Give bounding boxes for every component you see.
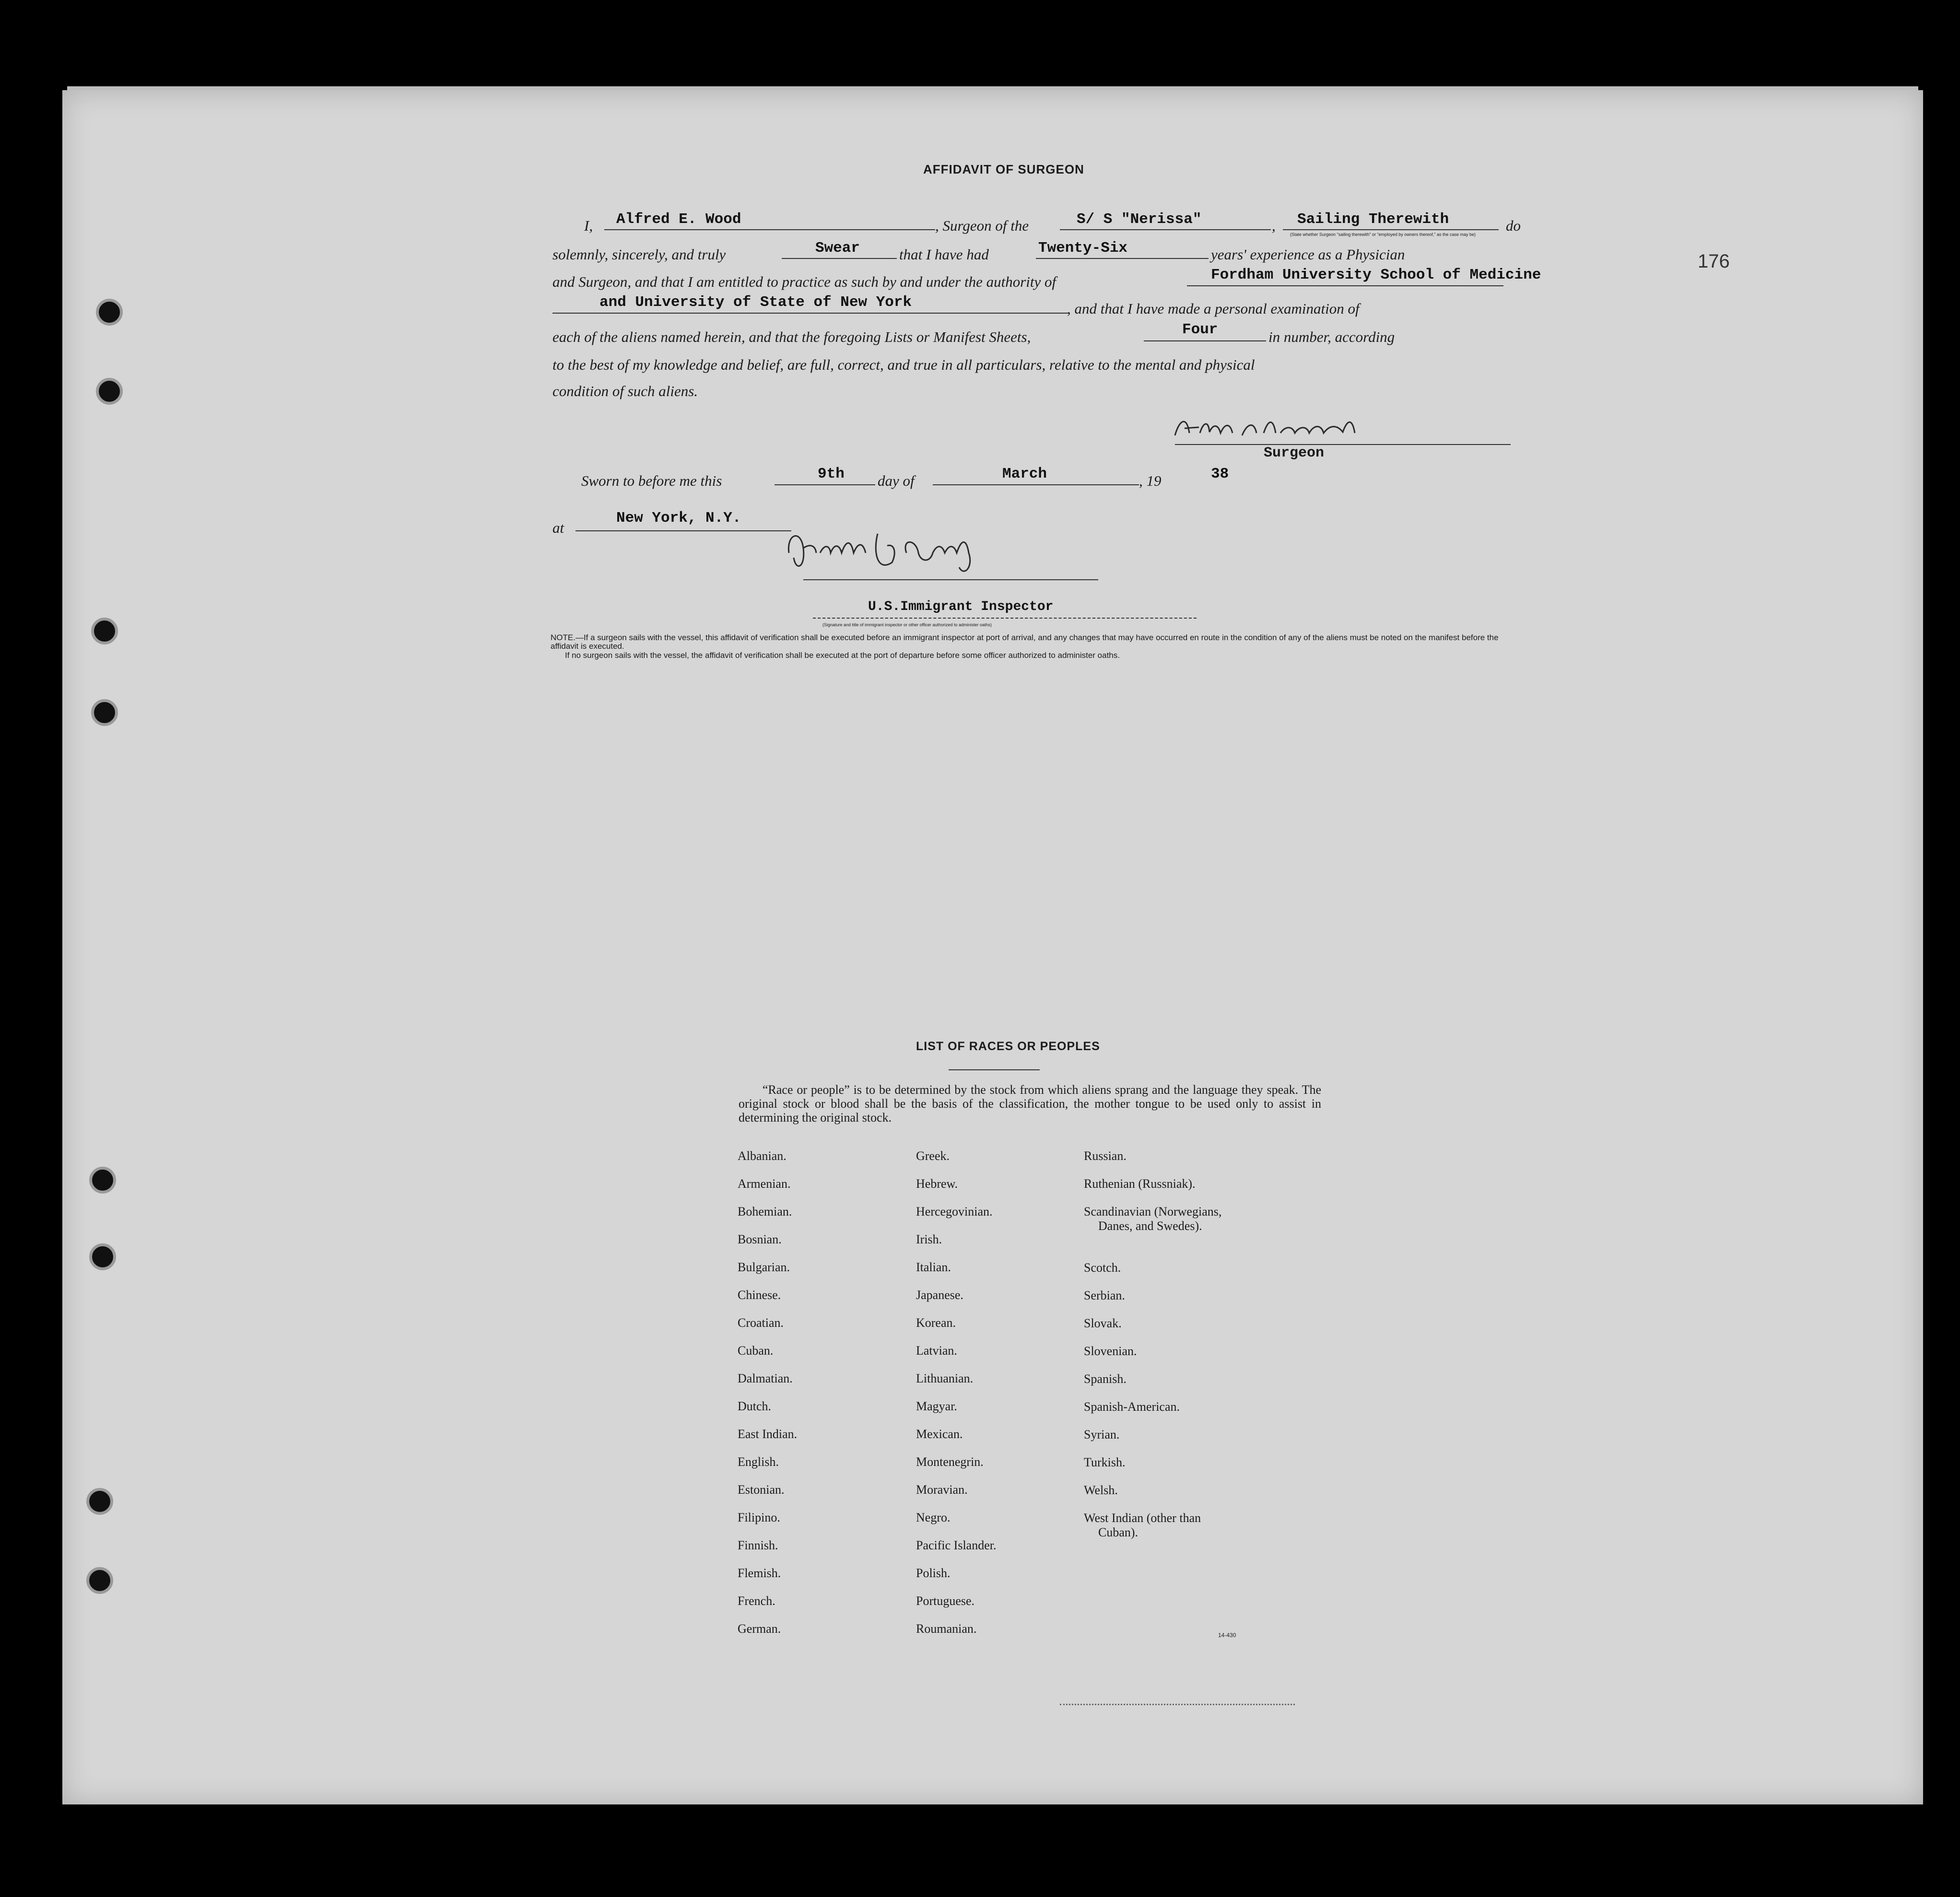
race-item: Slovak.: [1084, 1316, 1122, 1330]
race-item: Irish.: [916, 1232, 942, 1246]
race-item: Filipino.: [738, 1511, 780, 1524]
surgeon-signature: [1170, 414, 1386, 443]
race-item: Armenian.: [738, 1177, 791, 1191]
note-no-surgeon: If no surgeon sails with the vessel, the affidavit of verification shall be executed at the port of departure before some officer authorized to administer oaths.: [565, 651, 1120, 660]
race-item: Finnish.: [738, 1538, 778, 1552]
race-item: Moravian.: [916, 1483, 968, 1497]
place-line: [575, 530, 791, 531]
race-item: Cuban.: [738, 1344, 774, 1358]
race-item: Bulgarian.: [738, 1260, 790, 1274]
race-item: East Indian.: [738, 1427, 798, 1441]
race-item: Russian.: [1084, 1149, 1127, 1163]
page-number: 176: [1698, 251, 1730, 272]
race-item: Negro.: [916, 1511, 951, 1524]
inspector-title: U.S.Immigrant Inspector: [868, 599, 1054, 614]
name-line: [604, 229, 935, 230]
sworn-month: March: [1002, 466, 1047, 482]
race-item: Scandinavian (Norwegians,: [1084, 1205, 1222, 1218]
race-item: Portuguese.: [916, 1594, 975, 1608]
years-line: [1036, 258, 1209, 259]
race-item: Ruthenian (Russniak).: [1084, 1177, 1196, 1191]
races-intro: “Race or people” is to be determined by the stock from which aliens sprang and the language they speak. The original stock or blood shall be the basis of the classification, the mother tongue to be used only to assist in determining the original stock.: [739, 1083, 1321, 1124]
surgeon-name: Alfred E. Wood: [616, 211, 741, 228]
race-item: Greek.: [916, 1149, 950, 1163]
race-item: Scotch.: [1084, 1261, 1121, 1275]
day-line: [775, 484, 875, 485]
text-surgeon-of-the: , Surgeon of the: [935, 217, 1029, 234]
race-item: French.: [738, 1594, 775, 1608]
sheets-count: Four: [1182, 321, 1218, 338]
text-condition: condition of such aliens.: [552, 383, 698, 399]
oath-word: Swear: [815, 240, 860, 257]
race-item: Lithuanian.: [916, 1371, 974, 1385]
sworn-day: 9th: [818, 466, 845, 482]
form-number: 14-430: [1218, 1632, 1236, 1639]
binder-hole: [89, 1243, 116, 1270]
inspector-signature: [782, 524, 1089, 582]
race-item: Korean.: [916, 1316, 956, 1330]
race-item: Hebrew.: [916, 1177, 958, 1191]
oath-line: [782, 258, 897, 259]
years-experience: Twenty-Six: [1038, 240, 1128, 257]
text-and-surgeon: and Surgeon, and that I am entitled to practice as such by and under the authority of: [552, 273, 1056, 290]
surgeon-status: Sailing Therewith: [1297, 211, 1449, 228]
authority-line-2: [552, 313, 1068, 314]
race-item: Hercegovinian.: [916, 1205, 993, 1218]
text-that-i-have-had: that I have had: [899, 246, 989, 263]
sheets-line: [1144, 340, 1266, 341]
race-item: Dalmatian.: [738, 1371, 793, 1385]
binder-hole: [86, 1488, 113, 1515]
text-sworn: Sworn to before me this: [581, 472, 722, 489]
race-item: Flemish.: [738, 1566, 781, 1580]
race-item: Mexican.: [916, 1427, 963, 1441]
race-item: Syrian.: [1084, 1428, 1120, 1441]
race-item: Bohemian.: [738, 1205, 792, 1218]
race-item: Serbian.: [1084, 1288, 1125, 1302]
signatory-note: (Signature and title of immigrant inspector or other officer authorized to administer oaths): [822, 622, 992, 627]
status-note: (State whether Surgeon "sailing therewith" or "employed by owners thereof," as the case may be): [1290, 232, 1476, 237]
status-line: [1283, 229, 1499, 230]
race-item: Spanish-American.: [1084, 1400, 1180, 1414]
race-item: Slovenian.: [1084, 1344, 1137, 1358]
races-title: LIST OF RACES OR PEOPLES: [916, 1040, 1100, 1053]
race-item: Chinese.: [738, 1288, 781, 1302]
note-surgeon: NOTE.—If a surgeon sails with the vessel, this affidavit of verification shall be executed before an immigrant inspector at port of arrival, and any changes that may have occurred en route in the condition of any of the aliens must be noted on the manifest before the affidavit is executed.: [551, 633, 1499, 651]
vessel-line: [1060, 229, 1271, 230]
text-and-that-i-have: , and that I have made a personal examination of: [1067, 300, 1360, 317]
authority-1: Fordham University School of Medicine: [1211, 267, 1541, 283]
binder-hole: [96, 299, 123, 326]
binder-hole: [96, 378, 123, 405]
binder-hole: [91, 699, 118, 726]
race-item: Montenegrin.: [916, 1455, 984, 1469]
race-item: West Indian (other than: [1084, 1511, 1201, 1525]
race-item: Magyar.: [916, 1399, 957, 1413]
race-item: Pacific Islander.: [916, 1538, 997, 1552]
race-item: Croatian.: [738, 1316, 784, 1330]
binder-hole: [89, 1167, 116, 1194]
race-item: Dutch.: [738, 1399, 772, 1413]
authority-line-1: [1187, 285, 1503, 286]
affidavit-title: AFFIDAVIT OF SURGEON: [923, 162, 1084, 176]
race-item: Italian.: [916, 1260, 951, 1274]
race-item: Estonian.: [738, 1483, 785, 1497]
text-in-number: in number, according: [1268, 328, 1395, 345]
month-line: [933, 484, 1139, 485]
races-title-rule: [949, 1069, 1040, 1070]
text-comma: ,: [1272, 217, 1276, 234]
text-each-of-the-aliens: each of the aliens named herein, and that the foregoing Lists or Manifest Sheets,: [552, 328, 1031, 345]
sworn-year: 38: [1211, 466, 1229, 482]
race-item: Latvian.: [916, 1344, 957, 1358]
text-to-the-best: to the best of my knowledge and belief, are full, correct, and true in all particulars, relative to the mental and physical: [552, 356, 1255, 373]
surgeon-signature-line: [1175, 444, 1511, 445]
race-item: Bosnian.: [738, 1232, 782, 1246]
race-item: Turkish.: [1084, 1455, 1126, 1469]
race-item: German.: [738, 1622, 781, 1636]
text-do: do: [1506, 217, 1521, 234]
text-years-experience: years' experience as a Physician: [1211, 246, 1405, 263]
text-i: I,: [584, 217, 593, 234]
surgeon-label: Surgeon: [1264, 445, 1325, 461]
race-item: Welsh.: [1084, 1483, 1118, 1497]
race-item: Japanese.: [916, 1288, 963, 1302]
text-at: at: [552, 519, 564, 536]
inspector-title-line: [813, 618, 1197, 619]
race-item: English.: [738, 1455, 779, 1469]
sworn-place: New York, N.Y.: [616, 510, 741, 527]
vessel-name: S/ S "Nerissa": [1077, 211, 1202, 228]
binder-hole: [91, 618, 118, 644]
race-item: Roumanian.: [916, 1622, 977, 1636]
race-item: Spanish.: [1084, 1372, 1127, 1386]
text-solemnly: solemnly, sincerely, and truly: [552, 246, 726, 263]
text-century: , 19: [1139, 472, 1162, 489]
text-day-of: day of: [878, 472, 915, 489]
document-page: [62, 90, 1923, 1804]
inspector-signature-line: [803, 579, 1098, 580]
authority-2: and University of State of New York: [599, 294, 912, 311]
binder-hole: [86, 1567, 113, 1594]
bottom-dotted-line: [1060, 1704, 1295, 1705]
race-item: Cuban).: [1098, 1525, 1138, 1539]
race-item: Albanian.: [738, 1149, 786, 1163]
race-item: Danes, and Swedes).: [1098, 1219, 1202, 1233]
race-item: Polish.: [916, 1566, 951, 1580]
